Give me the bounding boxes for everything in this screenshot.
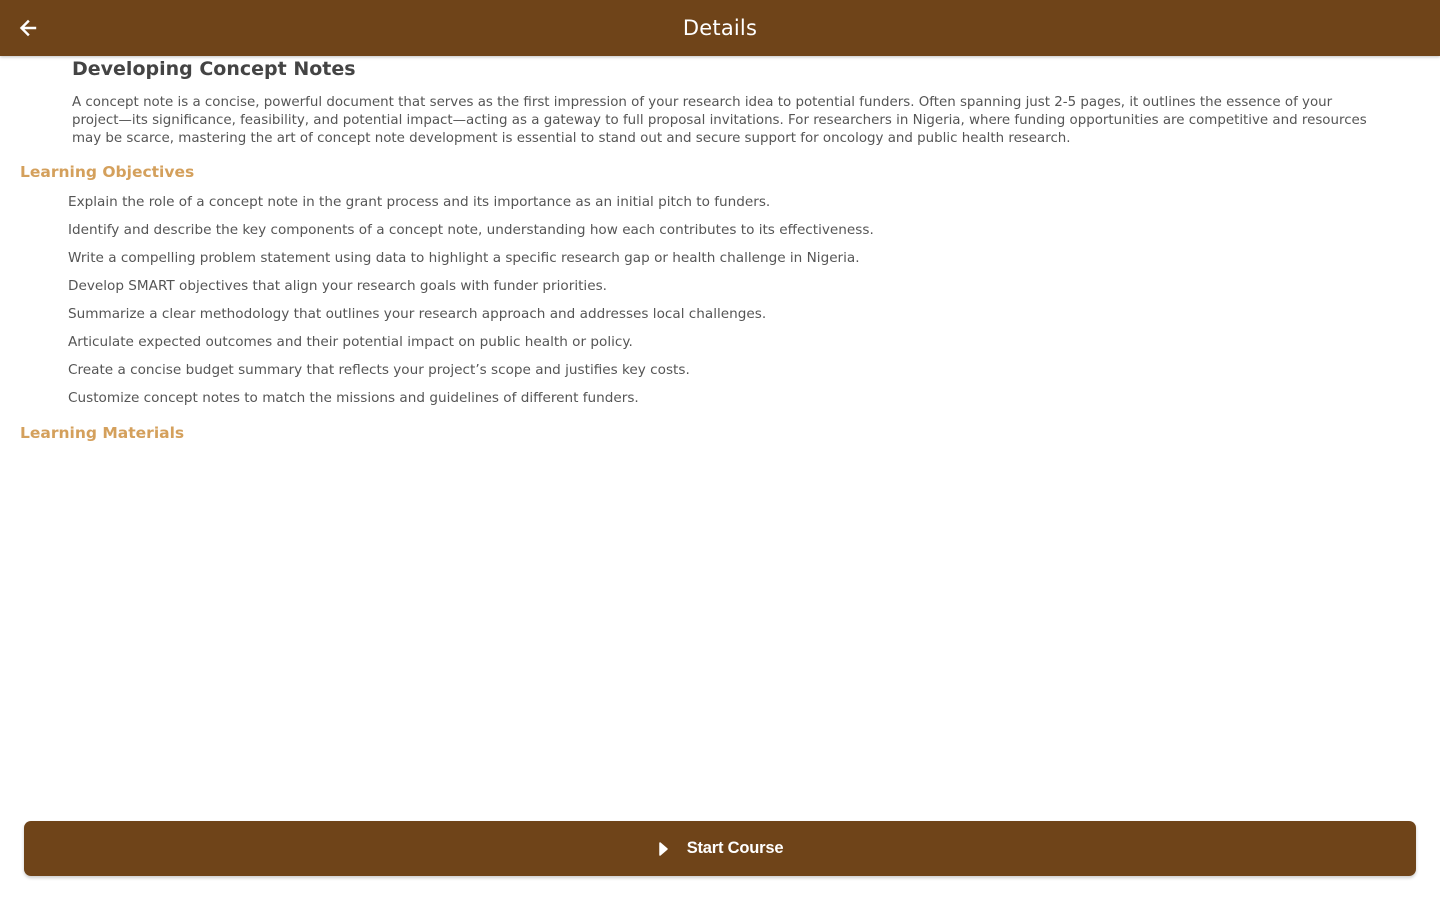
objective-item: Explain the role of a concept note in the grant process and its importance as an initial pitch to funders. [68, 194, 771, 210]
objective-item: Write a compelling problem statement using data to highlight a specific research gap or health challenge in Nigeria. [68, 250, 860, 266]
objective-item: Identify and describe the key components of a concept note, understanding how each contributes to its effectiveness. [68, 222, 874, 238]
page-title: Details [682, 16, 758, 40]
learning-materials-heading: Learning Materials [20, 424, 185, 442]
objective-item: Create a concise budget summary that reflects your project’s scope and justifies key costs. [68, 362, 690, 378]
course-description: A concept note is a concise, powerful document that serves as the first impression of your research idea to potential funders. Often spanning just 2-5 pages, it outlines the essence of your project—its significance, feasibility, and potential impact—acting as a gateway to full proposal invitations. For researchers in Nigeria, where funding opportunities are competitive and resources may be scarce, mastering the art of concept note development is essential to stand out and secure support for oncology and public health research. [72, 95, 1367, 146]
objective-item: Articulate expected outcomes and their potential impact on public health or policy. [68, 334, 633, 350]
course-title: Developing Concept Notes [72, 58, 356, 80]
objective-item: Customize concept notes to match the missions and guidelines of different funders. [68, 390, 639, 406]
play-icon [657, 841, 671, 857]
start-course-button[interactable] [24, 821, 1416, 876]
learning-objectives-heading: Learning Objectives [20, 163, 195, 181]
objective-item: Summarize a clear methodology that outlines your research approach and addresses local challenges. [68, 306, 767, 322]
start-course-label: Start Course [686, 839, 784, 857]
app-bar [0, 0, 1440, 56]
learning-objectives-list [68, 193, 874, 417]
objective-item: Develop SMART objectives that align your research goals with funder priorities. [68, 278, 607, 294]
